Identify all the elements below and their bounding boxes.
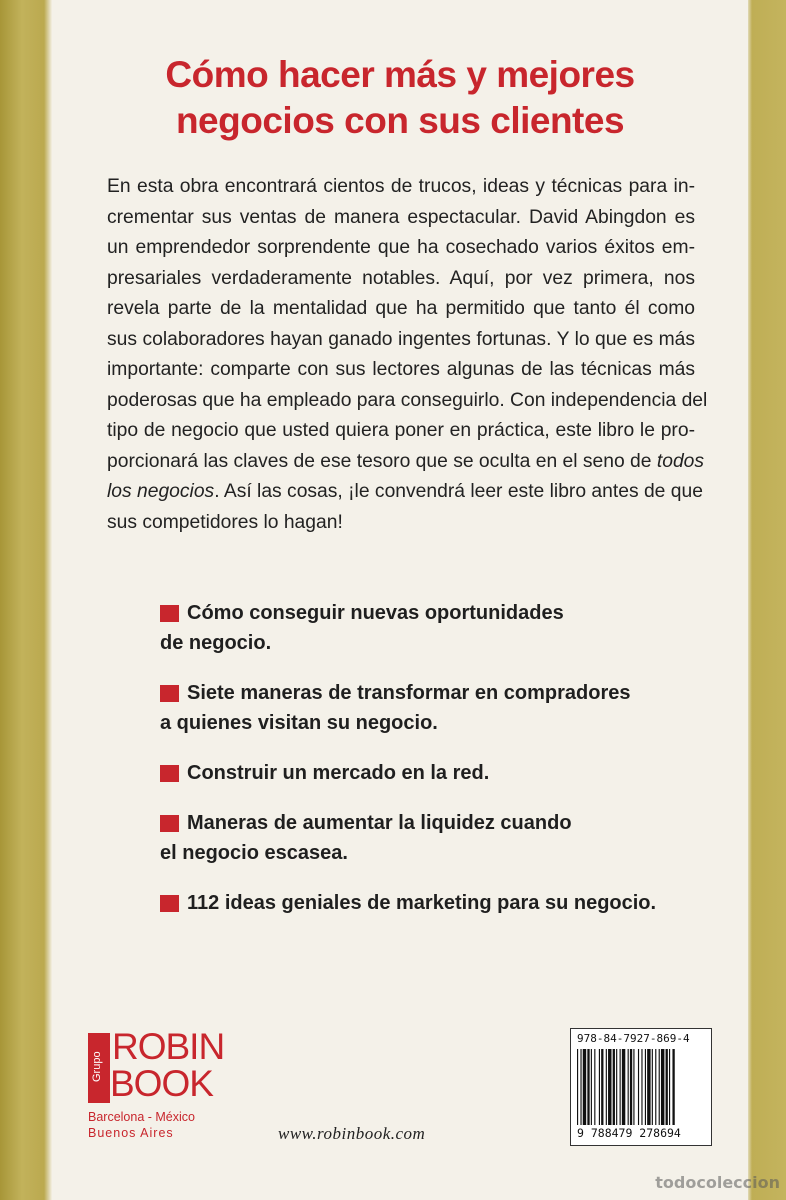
feature-item — [160, 758, 720, 788]
logo-robin-text: ROBIN — [112, 1026, 225, 1067]
title-line-1: Cómo hacer más y mejores — [165, 54, 635, 95]
publisher-cities-line1: Barcelona - México — [88, 1110, 195, 1124]
feature-text-line1: 112 ideas geniales de marketing para su negocio. — [187, 892, 657, 914]
barcode-bars-icon — [577, 1049, 705, 1125]
red-square-bullet-icon — [160, 685, 179, 702]
red-square-bullet-icon — [160, 895, 179, 912]
feature-text-line1: Siete maneras de transformar en compradores — [187, 682, 631, 704]
title-line-2: negocios con sus clientes — [175, 100, 625, 141]
description-line: En esta obra encontrará cientos de trucos, ideas y técnicas para in- — [107, 176, 695, 197]
feature-text-line1: Cómo conseguir nuevas oportunidades — [187, 602, 564, 624]
publisher-website-link[interactable]: www.robinbook.com — [278, 1124, 426, 1143]
logo-grupo-text: Grupo — [91, 1051, 103, 1083]
description-line-11 — [107, 477, 703, 508]
description-line-12: sus competidores lo hagan! — [107, 511, 343, 533]
description-italic-los-negocios: los negocios — [107, 481, 215, 502]
description-line: sus colaboradores hayan ganado ingentes fortunas. Y lo que es más — [107, 328, 695, 350]
feature-text-line1: Construir un mercado en la red. — [187, 762, 490, 784]
book-description — [107, 172, 708, 538]
description-line-text: . Así las cosas, ¡le convendrá leer este libro antes de que — [214, 481, 703, 502]
description-line: poderosas que ha empleado para conseguirlo. Con independencia del — [107, 389, 708, 411]
description-line: crementar sus ventas de manera espectacular. David Abingdon es — [107, 206, 695, 228]
feature-text-line2: a quienes visitan su negocio. — [160, 712, 438, 734]
logo-book-text: BOOK — [110, 1063, 213, 1104]
feature-item — [160, 808, 720, 868]
isbn-hyphenated: 978-84-7927-869-4 — [577, 1032, 690, 1045]
description-line-text: porcionará las claves de ese tesoro que se oculta en el seno de — [107, 450, 652, 472]
description-line: presariales verdaderamente notables. Aquí, por vez primera, nos — [107, 267, 695, 289]
description-line-10 — [107, 447, 705, 478]
red-square-bullet-icon — [160, 765, 179, 782]
feature-text-line2: de negocio. — [160, 632, 272, 654]
feature-list — [160, 598, 720, 938]
publisher-logo — [88, 1026, 225, 1150]
feature-item — [160, 598, 720, 658]
feature-text-line1: Maneras de aumentar la liquidez cuando — [187, 812, 572, 834]
description-line: importante: comparte con sus lectores algunas de las técnicas más — [107, 359, 695, 380]
isbn-ean: 9 788479 278694 — [577, 1126, 681, 1140]
book-title — [52, 52, 748, 144]
barcode — [570, 1028, 712, 1146]
description-line: revela parte de la mentalidad que ha permitido que tanto él como — [107, 298, 695, 319]
description-line: tipo de negocio que usted quiera poner en práctica, este libro le pro- — [107, 420, 695, 441]
description-italic-todos: todos — [656, 450, 705, 472]
watermark-text: todocoleccion — [655, 1173, 780, 1192]
feature-text-line2: el negocio escasea. — [160, 842, 348, 864]
publisher-cities-line2: Buenos Aires — [88, 1126, 174, 1140]
red-square-bullet-icon — [160, 815, 179, 832]
red-square-bullet-icon — [160, 605, 179, 622]
feature-item — [160, 888, 720, 918]
feature-item — [160, 678, 720, 738]
description-line: un emprendedor sorprendente que ha cosechado varios éxitos em- — [107, 237, 695, 258]
